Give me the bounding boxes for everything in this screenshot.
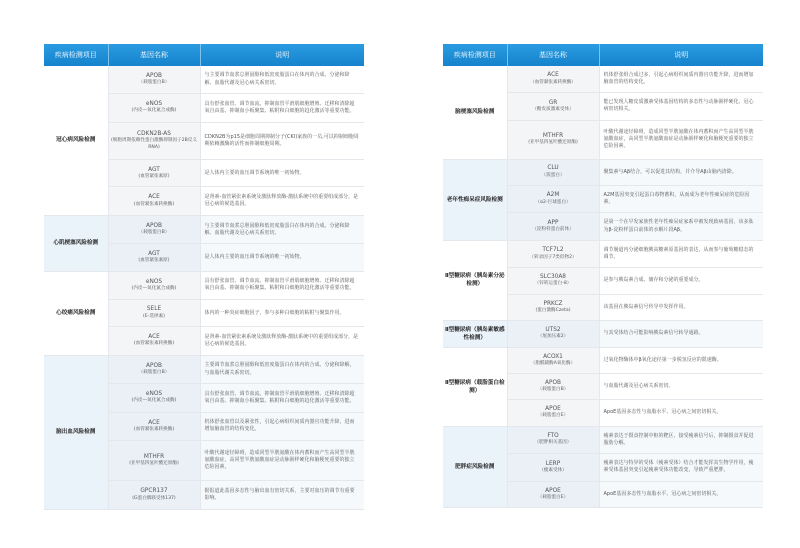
gene-name: ACE bbox=[148, 334, 160, 341]
table-row bbox=[44, 215, 364, 243]
gene-cell bbox=[507, 321, 599, 348]
gene-cell bbox=[108, 481, 200, 510]
gene-cell bbox=[108, 412, 200, 440]
gene-description: 与其受体结合可能影响胰岛素信号转导通路。 bbox=[599, 321, 763, 348]
gene-cell bbox=[108, 122, 200, 160]
gene-subtitle: (血管紧张素原) bbox=[138, 173, 170, 179]
gene-cell bbox=[108, 94, 200, 122]
header-description: 说明 bbox=[599, 44, 763, 66]
gene-description: 是第一个在早发家族性老年性痴呆症家系中被发现致病基因，该多肽为β-淀粉样蛋白前体的水解片段Aβ。 bbox=[599, 213, 763, 241]
left-page-table bbox=[44, 44, 364, 510]
gene-description: 调节肠道内分泌细胞胰高糖素原基因的表达，从而参与葡萄糖稳态的调节。 bbox=[599, 240, 763, 268]
gene-name: ACOX1 bbox=[543, 353, 563, 360]
gene-cell bbox=[507, 426, 599, 454]
gene-cell bbox=[507, 213, 599, 241]
gene-description: 机体舒张血管以及紧张性，引起心病组织间质内器官功能升降，进而增加脑血管的结构变化。 bbox=[200, 412, 364, 440]
gene-cell bbox=[108, 160, 200, 187]
gene-description: 具有舒张血管、调节血流、抑制血管平滑肌细胞增殖、迁移和清除超氧自由基、抑制血小板聚集、粘附和白细胞的趋化激活等重要功能。 bbox=[200, 384, 364, 412]
gene-cell bbox=[108, 66, 200, 94]
gene-name: GPCR137 bbox=[140, 488, 168, 495]
gene-description: 能已发现人糖皮质激素受体基因结构的多态性与动脉粥样硬化、冠心病密切相关。 bbox=[599, 93, 763, 121]
gene-description: 主要调节血浆总胆固醇和低密度脂蛋白在体内的合成、分泌和降解，与血脂代谢关系密切。 bbox=[200, 355, 364, 383]
gene-description: 具有舒张血管、调节血流、抑制血管平滑肌细胞增殖、迁移和清除超氧自由基、抑制血小板聚集、粘附和白细胞的趋化激活等重要功能。 bbox=[200, 94, 364, 122]
gene-name: CDKN2B-AS bbox=[137, 130, 171, 137]
gene-name: TCF7L2 bbox=[542, 247, 564, 254]
table-header-row bbox=[44, 44, 364, 66]
gene-subtitle: (血管紧张素原) bbox=[138, 257, 170, 263]
gene-subtitle: (亚甲基四氢叶酸还原酶) bbox=[528, 140, 578, 146]
table-row bbox=[443, 66, 763, 93]
gene-description: 瘦素表达于摄食控制中枢的靶区，接受瘦素信号后，抑制摄食并促进脂肪分解。 bbox=[599, 426, 763, 454]
gene-description: CDKN2B为p15是细胞周期抑制分子(CKI)家族的一员,可以抑制细胞周期依赖激酶的活性而抑制细胞周期。 bbox=[200, 122, 364, 160]
gene-description: 叶酸代谢途径障碍，造成同型半胱氨酸在体内蓄积而产生高同型半胱氨酸血症，高同型半胱氨酸血症是动脉粥样硬化和脑梗死重要的独立危险因素。 bbox=[599, 120, 763, 159]
gene-subtitle: (血管紧张素转换酶) bbox=[133, 201, 175, 207]
section-diabetes-secretion bbox=[443, 240, 763, 320]
section-diabetes-sensitivity bbox=[443, 321, 763, 348]
gene-cell bbox=[507, 268, 599, 294]
header-category: 疾病检测项目 bbox=[443, 44, 507, 66]
section-obesity bbox=[443, 426, 763, 507]
gene-description: 是参与胰岛素合成、储存和分泌的重要成分。 bbox=[599, 268, 763, 294]
category-label: 心绞痛风险检测 bbox=[44, 271, 108, 355]
gene-cell bbox=[108, 244, 200, 271]
gene-subtitle: (G蛋白偶联受体137) bbox=[132, 495, 176, 501]
gene-name: APOE bbox=[545, 406, 561, 413]
gene-cell bbox=[507, 454, 599, 482]
gene-cell bbox=[108, 327, 200, 356]
gene-name: GR bbox=[548, 99, 558, 106]
category-label: 肥胖症风险检测 bbox=[443, 426, 507, 507]
gene-name: SELE bbox=[146, 306, 162, 313]
gene-cell bbox=[507, 240, 599, 268]
gene-subtitle: （肥胖相关基因） bbox=[534, 440, 572, 446]
gene-name: UTS2 bbox=[545, 327, 561, 334]
gene-description: 聚集素与Aβ结合，可以促进其结构，并介导Aβ由脑内清除。 bbox=[599, 159, 763, 185]
section-diabetes-apolipoprotein bbox=[443, 347, 763, 426]
gene-subtitle: (细胞周期依赖性蛋白激酶抑制因子2B反义RNA) bbox=[111, 138, 197, 150]
gene-subtitle: （载脂蛋白B） bbox=[138, 369, 170, 375]
gene-name: PRKCZ bbox=[543, 300, 563, 307]
gene-name: APOB bbox=[145, 222, 162, 229]
gene-subtitle: （脂酰辅酶A氧化酶） bbox=[530, 360, 576, 366]
gene-cell bbox=[507, 93, 599, 121]
gene-subtitle: (E-选择素) bbox=[143, 313, 165, 319]
gene-subtitle: (血管紧张素转换酶) bbox=[133, 426, 175, 432]
gene-name: AGT bbox=[148, 250, 160, 257]
gene-subtitle: （载脂蛋白E） bbox=[537, 494, 569, 500]
gene-description: ApoE基因多态性与血脂水平、冠心病之间密切相关。 bbox=[599, 481, 763, 507]
table-row bbox=[443, 159, 763, 185]
gene-description: 机体舒张组合成过多，引起心病组织间质内器官功能升降，进而增加脑血管的结构变化。 bbox=[599, 66, 763, 93]
gene-description: 是肾素-血管紧张素系统及激肽释放酶-激肽系统中的重要组成部分，是冠心病的候选基因。 bbox=[200, 327, 364, 356]
category-label: Ⅱ型糖尿病（胰岛素敏感性检测） bbox=[443, 321, 507, 348]
gene-description: 与主要调节血浆总胆固醇和低密度脂蛋白在体内的合成、分泌和降解、血脂代谢及冠心病关系密切。 bbox=[200, 66, 364, 94]
gene-description: 过氧化物酶体中β氧化途径第一步脱氢反应的限速酶。 bbox=[599, 347, 763, 373]
gene-description: 与主要调节血浆总胆固醇和低密度脂蛋白在体内的合成、分泌和降解、血脂代谢及冠心病关系密切。 bbox=[200, 215, 364, 243]
gene-cell bbox=[507, 120, 599, 159]
gene-subtitle: (亚甲基四氢叶酸还原酶) bbox=[129, 461, 179, 467]
gene-subtitle: （淀粉样蛋白前体） bbox=[532, 227, 574, 233]
gene-subtitle: (内皮—氧化氮合成酶) bbox=[131, 285, 177, 291]
section-cerebral-infarction bbox=[443, 66, 763, 159]
gene-description: 与血脂代谢及冠心病关系密切。 bbox=[599, 374, 763, 400]
gene-name: eNOS bbox=[145, 101, 163, 108]
category-label: Ⅱ型糖尿病（胰岛素分泌检测） bbox=[443, 240, 507, 320]
gene-name: eNOS bbox=[145, 391, 163, 398]
gene-cell bbox=[108, 355, 200, 383]
category-label: 脑梗塞风险检测 bbox=[443, 66, 507, 159]
header-description: 说明 bbox=[200, 44, 364, 66]
gene-subtitle: （载脂蛋白B） bbox=[138, 230, 170, 236]
gene-cell bbox=[108, 300, 200, 327]
table-row bbox=[44, 355, 364, 383]
gene-cell bbox=[507, 400, 599, 426]
gene-name: APOB bbox=[544, 379, 561, 386]
gene-name: APOB bbox=[145, 362, 162, 369]
section-coronary bbox=[44, 66, 364, 215]
gene-name: eNOS bbox=[145, 278, 163, 285]
table-row bbox=[44, 271, 364, 299]
gene-description: 是人体内主要的血压调节系统的唯一初始物。 bbox=[200, 160, 364, 187]
gene-name: MTHFR bbox=[143, 454, 165, 461]
table-row bbox=[44, 66, 364, 94]
gene-cell bbox=[108, 187, 200, 216]
gene-description: 该基因在胰岛素信号传导中发挥作用。 bbox=[599, 294, 763, 320]
table-header-row bbox=[443, 44, 763, 66]
category-label: 心肌梗塞风险检测 bbox=[44, 215, 108, 271]
gene-subtitle: (蛋白激酶Czeta) bbox=[535, 307, 571, 313]
gene-subtitle: （锌转运蛋白-8） bbox=[534, 281, 572, 287]
section-myocardial bbox=[44, 215, 364, 271]
gene-name: APP bbox=[547, 219, 559, 226]
gene-cell bbox=[108, 384, 200, 412]
gene-subtitle: (血管紧张素转换酶) bbox=[133, 341, 175, 347]
section-dementia bbox=[443, 159, 763, 240]
header-gene: 基因名称 bbox=[108, 44, 200, 66]
header-gene: 基因名称 bbox=[507, 44, 599, 66]
gene-cell bbox=[507, 66, 599, 93]
gene-name: CLU bbox=[547, 165, 559, 172]
gene-description: 是人体内主要的血压调节系统的唯一初始物。 bbox=[200, 244, 364, 271]
gene-name: MTHFR bbox=[542, 132, 564, 139]
gene-name: ACE bbox=[547, 72, 559, 79]
gene-description: 据报道此基因多态性与脑出血有密切关系，主要对血压的调节有重要影响。 bbox=[200, 481, 364, 510]
gene-subtitle: （α2-巨球蛋白） bbox=[535, 199, 571, 205]
gene-name: AGT bbox=[148, 166, 160, 173]
gene-name: LERP bbox=[545, 460, 561, 467]
gene-description: 叶酸代谢途径障碍，造成同型半胱氨酸在体内蓄积而产生高同型半胱氨酸血症，高同型半胱氨酸血症是动脉粥样硬化和脑梗死重要的独立危险因素。 bbox=[200, 441, 364, 481]
section-angina bbox=[44, 271, 364, 355]
gene-subtitle: （转录因子7类似物2） bbox=[529, 254, 577, 260]
gene-name: A2M bbox=[546, 192, 560, 199]
table-row bbox=[443, 426, 763, 454]
gene-name: SLC30A8 bbox=[540, 274, 566, 281]
gene-cell bbox=[507, 347, 599, 373]
gene-cell bbox=[108, 441, 200, 481]
gene-name: APOB bbox=[145, 72, 162, 79]
category-label: 老年性痴呆症风险检测 bbox=[443, 159, 507, 240]
table-row bbox=[443, 347, 763, 373]
category-label: Ⅱ型糖尿病（载脂蛋白检测） bbox=[443, 347, 507, 426]
gene-cell bbox=[507, 481, 599, 507]
gene-cell bbox=[507, 294, 599, 320]
gene-cell bbox=[507, 185, 599, 213]
gene-name: ACE bbox=[148, 419, 160, 426]
gene-description: A2M基因突变引起蛋白毒物蓄积，从而成为老年性痴呆症的危险因素。 bbox=[599, 185, 763, 213]
gene-cell bbox=[507, 374, 599, 400]
gene-description: ApoE基因多态性与血脂水平、冠心病之间密切相关。 bbox=[599, 400, 763, 426]
gene-subtitle: （簇蛋白） bbox=[541, 172, 565, 178]
gene-description: 瘦素表达与特异的受体（瘦素受体）结合才能发挥其生物学作用，瘦素受体基因突变引起瘦素受体功能改变，导致严重肥胖。 bbox=[599, 454, 763, 482]
table-row bbox=[443, 240, 763, 268]
gene-subtitle: （载脂蛋白B） bbox=[138, 79, 170, 85]
gene-subtitle: (内皮—氧化氮合成酶) bbox=[131, 398, 177, 404]
table-row bbox=[443, 321, 763, 348]
gene-description: 是肾素-血管紧张素系统及激肽释放酶-激肽系统中的重要组成部分，是冠心病的候选基因。 bbox=[200, 187, 364, 216]
gene-subtitle: （载脂蛋白B） bbox=[537, 387, 569, 393]
gene-subtitle: （糖皮质激素受体） bbox=[532, 106, 574, 112]
gene-subtitle: （血管紧张素转换酶） bbox=[530, 79, 576, 85]
gene-subtitle: （瘦素受体） bbox=[539, 467, 567, 473]
gene-subtitle: （载脂蛋白E） bbox=[537, 413, 569, 419]
right-page-table bbox=[443, 44, 763, 508]
gene-subtitle: (内皮—氧化氮合成酶) bbox=[131, 108, 177, 114]
gene-name: APOE bbox=[545, 487, 561, 494]
gene-cell bbox=[108, 271, 200, 299]
gene-subtitle: （尾加压素2） bbox=[537, 334, 569, 340]
gene-name: FTO bbox=[547, 433, 559, 440]
category-label: 脑出血风险检测 bbox=[44, 355, 108, 509]
category-label: 冠心病风险检测 bbox=[44, 66, 108, 215]
gene-description: 体内的一种炎症细胞因子，参与多种白细胞的粘附与聚集作用。 bbox=[200, 300, 364, 327]
gene-description: 具有舒张血管、调节血流、抑制血管平滑肌细胞增殖、迁移和清除超氧自由基、抑制血小板聚集、粘附和白细胞的趋化激活等重要功能。 bbox=[200, 271, 364, 299]
header-category: 疾病检测项目 bbox=[44, 44, 108, 66]
section-cerebral-hemorrhage bbox=[44, 355, 364, 509]
gene-name: ACE bbox=[148, 194, 160, 201]
gene-cell bbox=[507, 159, 599, 185]
gene-cell bbox=[108, 215, 200, 243]
